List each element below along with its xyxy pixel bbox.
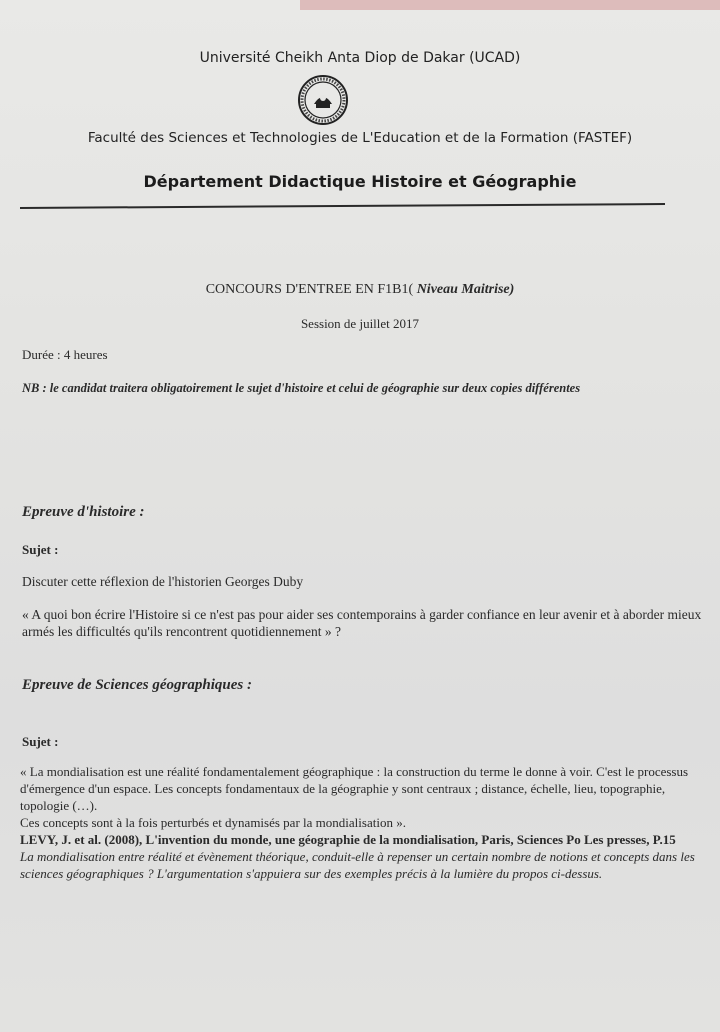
history-quote: « A quoi bon écrire l'Histoire si ce n'est pas pour aider ses contemporains à garder confiance en leur avenir et à aborder mieux armés les difficultés qu'ils rencontrent quotidiennement » ? (22, 607, 702, 639)
geography-heading: Epreuve de Sciences géographiques : (22, 677, 252, 693)
geography-reference: LEVY, J. et al. (2008), L'invention du monde, une géographie de la mondialisation, Paris, Sciences Po Les presses, P.15 (20, 832, 676, 847)
history-instruction: Discuter cette réflexion de l'historien Georges Duby (22, 574, 304, 589)
concours-level: Niveau Maitrise) (416, 282, 515, 297)
university-name: Université Cheikh Anta Diop de Dakar (UCAD) (199, 50, 521, 66)
concours-title (0, 282, 720, 298)
paper-edge (300, 0, 720, 10)
history-heading: Epreuve d'histoire : (22, 504, 145, 520)
header-divider (20, 203, 665, 209)
concours-prefix: CONCOURS D'ENTREE EN F1B1( (205, 282, 417, 297)
geography-subject (20, 763, 702, 882)
university-seal-icon (297, 74, 349, 126)
geography-sujet-label: Sujet : (22, 734, 59, 749)
geography-quote-cont: Ces concepts sont à la fois perturbés et dynamisés par la mondialisation ». (20, 815, 406, 830)
duration: Durée : 4 heures (22, 347, 108, 362)
faculty-name: Faculté des Sciences et Technologies de L'Education et de la Formation (FASTEF) (87, 130, 633, 146)
geography-quote: « La mondialisation est une réalité fondamentalement géographique : la construction du terme le donne à voir. C'est le processus d'émergence d'un espace. Les concepts fondamentaux de la géographie y sont centraux ; distance, échelle, lieu, topographie, topologie (…). (20, 764, 689, 813)
department-title: Département Didactique Histoire et Géographie (143, 172, 577, 191)
history-sujet-label: Sujet : (22, 542, 59, 557)
session-date: Session de juillet 2017 (300, 316, 420, 331)
nb-note: NB : le candidat traitera obligatoirement le sujet d'histoire et celui de géographie sur deux copies différentes (22, 381, 581, 395)
geography-question: La mondialisation entre réalité et évènement théorique, conduit-elle à repenser un certain nombre de notions et concepts dans les sciences géographiques ? L'argumentation s'appuiera sur des exemples précis à la lumière du propos ci-dessus. (20, 849, 695, 881)
